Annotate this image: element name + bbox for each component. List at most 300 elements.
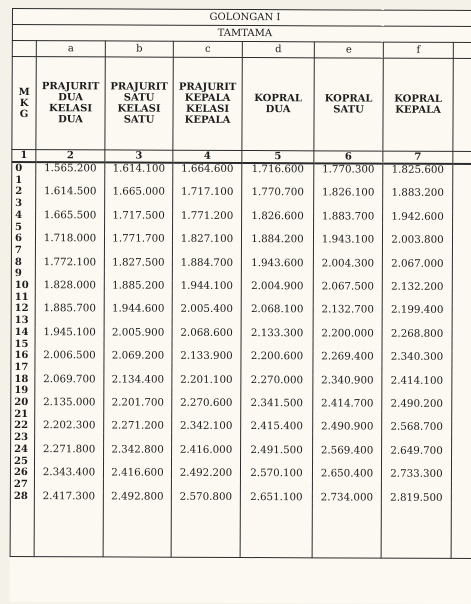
salary-rows [10,162,471,504]
extra-column-cell [452,446,471,458]
salary-cell [383,211,453,223]
salary-cell [104,374,172,386]
extra-column-cell [452,352,471,364]
rank-title-line: PRAJURIT [110,81,168,93]
mkg-cell: 13 [11,315,35,327]
salary-cell [381,492,451,504]
salary-cell [241,445,313,457]
salary-value: 1.665.000 [112,185,165,199]
salary-cell [240,468,312,480]
rank-title-line: DUA [58,114,83,126]
salary-value: 2.414.700 [321,397,374,410]
extra-column-cell [451,458,471,470]
rank-title [105,57,173,150]
mkg-cell: 15 [11,339,35,351]
table-row [10,467,471,481]
extra-column-cell [451,493,471,505]
salary-cell [35,374,104,386]
mkg-cell: 1 [12,175,36,187]
salary-cell [242,163,314,176]
column-number: 1 [12,150,36,163]
filler-cell [171,503,240,558]
salary-value: 1.885.200 [112,279,165,292]
salary-value: 2.492.800 [111,490,164,503]
mkg-cell: 26 [10,467,34,479]
rank-title [36,57,105,150]
salary-value: 1.614.500 [43,185,97,198]
extra-column-cell [453,223,471,235]
salary-value: 2.490.900 [320,420,374,434]
salary-value: 1.884.200 [251,233,304,246]
salary-cell [35,444,104,456]
salary-value: 1.771.200 [180,209,234,222]
salary-cell [36,162,105,175]
salary-cell [383,164,453,177]
table-filler-row [10,502,471,559]
filler-cell [34,502,103,557]
salary-value: 2.490.200 [390,397,444,410]
rank-title-line: KELASI [117,103,161,115]
salary-value: 2.569.400 [320,444,374,457]
rank-title-line: SATU [333,104,364,116]
salary-cell [313,235,382,247]
mkg-cell: 12 [11,303,35,315]
salary-value: 1.827.100 [180,232,234,246]
rank-title-row [12,57,471,152]
salary-value: 2.269.400 [321,350,374,363]
rank-title-line: KEPALA [184,114,231,126]
extra-column-cell [452,317,471,329]
salary-cell [35,350,104,362]
column-letter: e [314,42,383,58]
rank-title-line: DUA [58,92,84,104]
salary-cell [241,398,313,410]
rank-title-line: KOPRAL [394,93,443,105]
salary-value: 1.828.000 [43,279,97,292]
salary-value: 1.717.100 [180,186,234,199]
extra-column-cell [452,376,471,388]
mkg-cell: 8 [11,257,35,269]
mkg-cell: 14 [11,327,35,339]
column-number: 3 [105,150,173,163]
salary-cell [35,327,104,339]
extra-column-cell [452,259,471,271]
salary-value: 2.200.600 [250,350,304,363]
salary-cell [104,280,172,292]
mkg-header [12,57,36,150]
salary-value: 2.491.500 [250,443,303,457]
filler-cell [103,503,171,558]
table-row [12,210,471,224]
rank-title-line: PRAJURIT [41,81,100,93]
salary-value: 2.006.500 [43,349,96,362]
extra-column-cell [452,329,471,341]
salary-value: 2.201.100 [180,373,233,386]
salary-value: 2.271.200 [111,419,164,433]
salary-cell [241,328,313,340]
salary-cell [314,163,383,176]
extra-column-cell [453,200,471,212]
mkg-cell: 7 [11,245,35,257]
rank-title [242,58,314,151]
salary-value: 1.565.200 [44,162,97,175]
salary-cell [35,421,104,433]
salary-value: 1.826.600 [251,209,304,223]
table-row [11,327,471,341]
mkg-cell: 6 [11,233,35,245]
salary-value: 2.067.000 [391,257,444,270]
salary-cell [241,304,313,316]
mkg-cell: 4 [12,210,36,222]
salary-cell [312,469,381,481]
salary-cell [313,328,382,340]
salary-cell [104,304,172,316]
salary-value: 2.003.800 [391,233,444,247]
salary-value: 1.772.100 [43,255,97,268]
salary-value: 2.650.400 [320,467,374,480]
salary-cell [382,352,452,364]
column-number: 5 [242,151,314,164]
salary-cell [242,211,314,223]
salary-cell [104,257,172,269]
mkg-cell: 16 [11,350,35,362]
salary-cell [382,399,452,411]
salary-value: 1.665.500 [43,208,97,222]
salary-cell [172,257,241,269]
rank-title-line: KELASI [186,103,230,115]
salary-cell [35,233,104,245]
salary-cell [242,187,314,199]
salary-value: 1.770.300 [322,163,375,176]
filler-cell [312,504,381,559]
salary-value: 1.825.600 [391,163,445,176]
table-row [11,350,471,364]
salary-cell [172,421,241,433]
salary-cell [104,421,172,433]
salary-value: 2.132.200 [391,280,444,293]
mkg-cell: 9 [11,268,35,280]
table-row [12,186,471,200]
mkg-cell: 20 [11,397,35,409]
table-row [11,397,471,411]
salary-table [10,8,471,559]
rank-title [173,57,242,150]
salary-value: 2.570.100 [250,467,303,480]
salary-cell [382,445,452,457]
salary-cell [105,187,173,199]
column-letter: f [383,42,453,58]
mkg-cell: 17 [11,362,35,374]
mkg-cell: 23 [11,432,35,444]
salary-value: 2.651.100 [250,490,303,503]
salary-cell [314,211,383,223]
salary-cell [313,422,382,434]
extra-column-cell [452,305,471,317]
extra-column-cell [452,364,471,376]
column-letter: c [173,41,242,57]
salary-value: 2.570.800 [179,490,233,503]
salary-value: 1.716.600 [251,163,305,176]
salary-cell [172,304,241,316]
salary-cell [313,305,382,317]
salary-value: 2.340.900 [321,374,374,387]
salary-cell [382,375,452,387]
salary-value: 1.885.700 [43,302,96,315]
mkg-cell: 28 [10,491,34,503]
rank-title-line: PRAJURIT [178,81,237,93]
salary-cell [35,397,104,409]
extra-column-cell [453,164,471,177]
salary-cell [313,375,382,387]
salary-value: 2.069.200 [111,349,165,362]
mkg-cell: 25 [10,456,34,468]
salary-cell [35,257,104,269]
salary-cell [104,397,172,409]
extra-column-cell [452,235,471,247]
rank-title-line: KOPRAL [254,93,303,105]
salary-value: 2.416.600 [111,466,164,479]
rank-title-line: KEPALA [184,92,231,104]
salary-value: 2.133.900 [180,349,233,363]
salary-value: 2.270.000 [250,373,304,386]
filler-cell [381,504,451,559]
mkg-cell: 19 [11,385,35,397]
salary-cell [313,352,382,364]
salary-cell [172,234,241,246]
rank-title-line: SATU [123,92,155,104]
rank-title-line: KOPRAL [324,93,373,105]
salary-value: 2.201.700 [111,396,165,409]
extra-column-cell [452,411,471,423]
rank-title-line: KELASI [49,103,93,115]
extra-column-cell [452,270,471,282]
salary-cell [241,258,313,270]
salary-value: 2.069.700 [43,372,96,386]
salary-cell [172,351,241,363]
extra-column-cell [451,481,471,493]
column-number: 7 [383,151,453,164]
column-letter: b [105,41,173,57]
mkg-letter-cell [12,41,36,57]
salary-cell [241,421,313,433]
salary-value: 2.340.300 [390,350,444,364]
mkg-cell: 0 [12,162,36,175]
salary-cell [313,281,382,293]
salary-cell [172,281,241,293]
salary-value: 2.004.900 [251,280,304,293]
salary-cell [171,491,240,503]
salary-value: 1.883.700 [321,210,375,223]
mkg-cell: 2 [12,186,36,198]
salary-value: 2.492.200 [179,467,233,480]
extra-column-cell [453,212,471,224]
salary-value: 2.341.500 [250,397,304,410]
salary-cell [34,491,103,503]
rank-title-line: KEPALA [395,104,441,116]
salary-value: 1.770.700 [251,186,304,199]
salary-value: 2.568.700 [390,421,443,434]
salary-cell [172,328,241,340]
salary-cell [382,328,452,340]
salary-value: 2.067.500 [321,280,375,293]
salary-value: 2.133.300 [250,326,304,340]
salary-value: 2.415.400 [250,420,303,433]
salary-value: 1.883.200 [391,187,444,200]
salary-cell [105,162,173,175]
salary-cell [104,234,172,246]
salary-cell [172,374,241,386]
salary-value: 2.132.700 [321,303,374,317]
salary-value: 1.943.600 [251,256,304,269]
table-row [11,303,471,317]
extra-column-cell [452,340,471,352]
table-row [11,374,471,388]
table-row [11,280,471,294]
salary-table-sheet [9,8,471,604]
mkg-cell: 5 [12,222,36,234]
salary-cell [313,258,382,270]
extra-column-cell [453,151,471,164]
salary-value: 2.068.100 [250,303,304,316]
salary-cell [314,188,383,200]
extra-column-cell [452,294,471,306]
salary-value: 2.733.300 [390,467,443,481]
rank-title-line: SATU [123,114,155,126]
salary-cell [172,445,241,457]
salary-cell [241,281,313,293]
salary-value: 2.416.000 [179,443,233,456]
salary-value: 2.417.300 [42,489,96,503]
salary-value: 2.271.800 [42,443,96,456]
salary-cell [103,491,171,503]
salary-cell [241,375,313,387]
rank-title-line: DUA [265,104,291,116]
salary-cell [312,492,381,504]
salary-value: 1.944.600 [111,302,165,316]
salary-value: 2.134.400 [111,373,165,386]
extra-column-cell [451,469,471,481]
table-row [11,420,471,434]
mkg-header-letter: G [19,108,29,120]
salary-value: 2.734.000 [320,491,374,504]
salary-cell [382,235,452,247]
salary-value: 2.005.400 [180,303,233,316]
table-row [11,233,471,247]
extra-column-cell [452,422,471,434]
salary-value: 2.199.400 [390,304,444,317]
filler-cell [240,503,312,558]
mkg-cell: 10 [11,280,35,292]
salary-value: 2.068.600 [180,326,233,339]
salary-value: 1.944.100 [180,279,234,292]
salary-cell [241,234,313,246]
salary-value: 2.342.800 [111,443,164,456]
mkg-cell: 27 [10,479,34,491]
salary-value: 2.135.000 [43,396,96,409]
salary-cell [241,351,313,363]
salary-cell [172,398,241,410]
salary-value: 2.004.300 [321,256,375,270]
extra-column-cell [453,58,471,151]
subgroup-title: TAMTAMA [12,25,471,43]
salary-cell [382,422,452,434]
mkg-cell: 3 [12,198,36,210]
salary-value: 1.943.100 [321,233,375,246]
column-number: 6 [314,151,383,164]
salary-value: 1.614.100 [112,162,166,175]
salary-cell [104,351,172,363]
extra-column-cell [452,247,471,259]
filler-cell [10,502,34,557]
extra-column-cell [452,387,471,399]
salary-value: 2.649.700 [390,444,443,457]
salary-cell [34,467,103,479]
rank-title [383,58,453,151]
extra-column-cell [452,434,471,446]
extra-column-cell [453,177,471,189]
column-letter: d [242,42,314,58]
salary-cell [171,468,240,480]
salary-cell [382,258,452,270]
salary-cell [35,280,104,292]
salary-cell [103,468,171,480]
salary-value: 2.270.600 [180,396,233,410]
column-letter: a [36,41,105,57]
extra-column-cell [453,42,471,58]
salary-cell [35,304,104,316]
salary-cell [36,187,105,199]
table-row [11,444,471,458]
salary-value: 2.819.500 [390,491,443,504]
salary-cell [382,282,452,294]
salary-value: 2.414.100 [390,374,444,387]
salary-value: 2.200.000 [321,327,374,340]
table-row [12,162,471,177]
salary-value: 1.717.500 [112,209,165,222]
salary-value: 1.826.100 [321,186,375,199]
table-row [11,257,471,271]
salary-value: 1.942.600 [391,210,444,223]
salary-cell [313,398,382,410]
salary-value: 1.718.000 [43,232,97,245]
filler-cell [451,504,471,559]
salary-value: 2.343.400 [42,466,96,479]
salary-cell [105,210,173,222]
salary-cell [381,469,451,481]
salary-value: 1.827.500 [112,256,165,269]
salary-cell [173,163,242,176]
extra-column-cell [452,399,471,411]
column-number: 2 [36,150,105,163]
salary-cell [104,444,172,456]
mkg-cell: 21 [11,409,35,421]
salary-value: 1.664.600 [181,162,234,175]
mkg-cell: 24 [11,444,35,456]
salary-value: 2.342.100 [179,420,233,433]
extra-column-cell [453,188,471,200]
salary-value: 2.202.300 [42,419,96,432]
salary-value: 1.945.100 [43,325,96,339]
salary-cell [173,187,242,199]
mkg-header-letter: M [18,86,30,98]
salary-cell [383,188,453,200]
group-title: GOLONGAN I [12,9,471,27]
salary-cell [173,211,242,223]
salary-value: 1.884.700 [180,256,234,269]
extra-column-cell [452,282,471,294]
salary-cell [240,492,312,504]
mkg-header-letter: K [19,97,29,109]
